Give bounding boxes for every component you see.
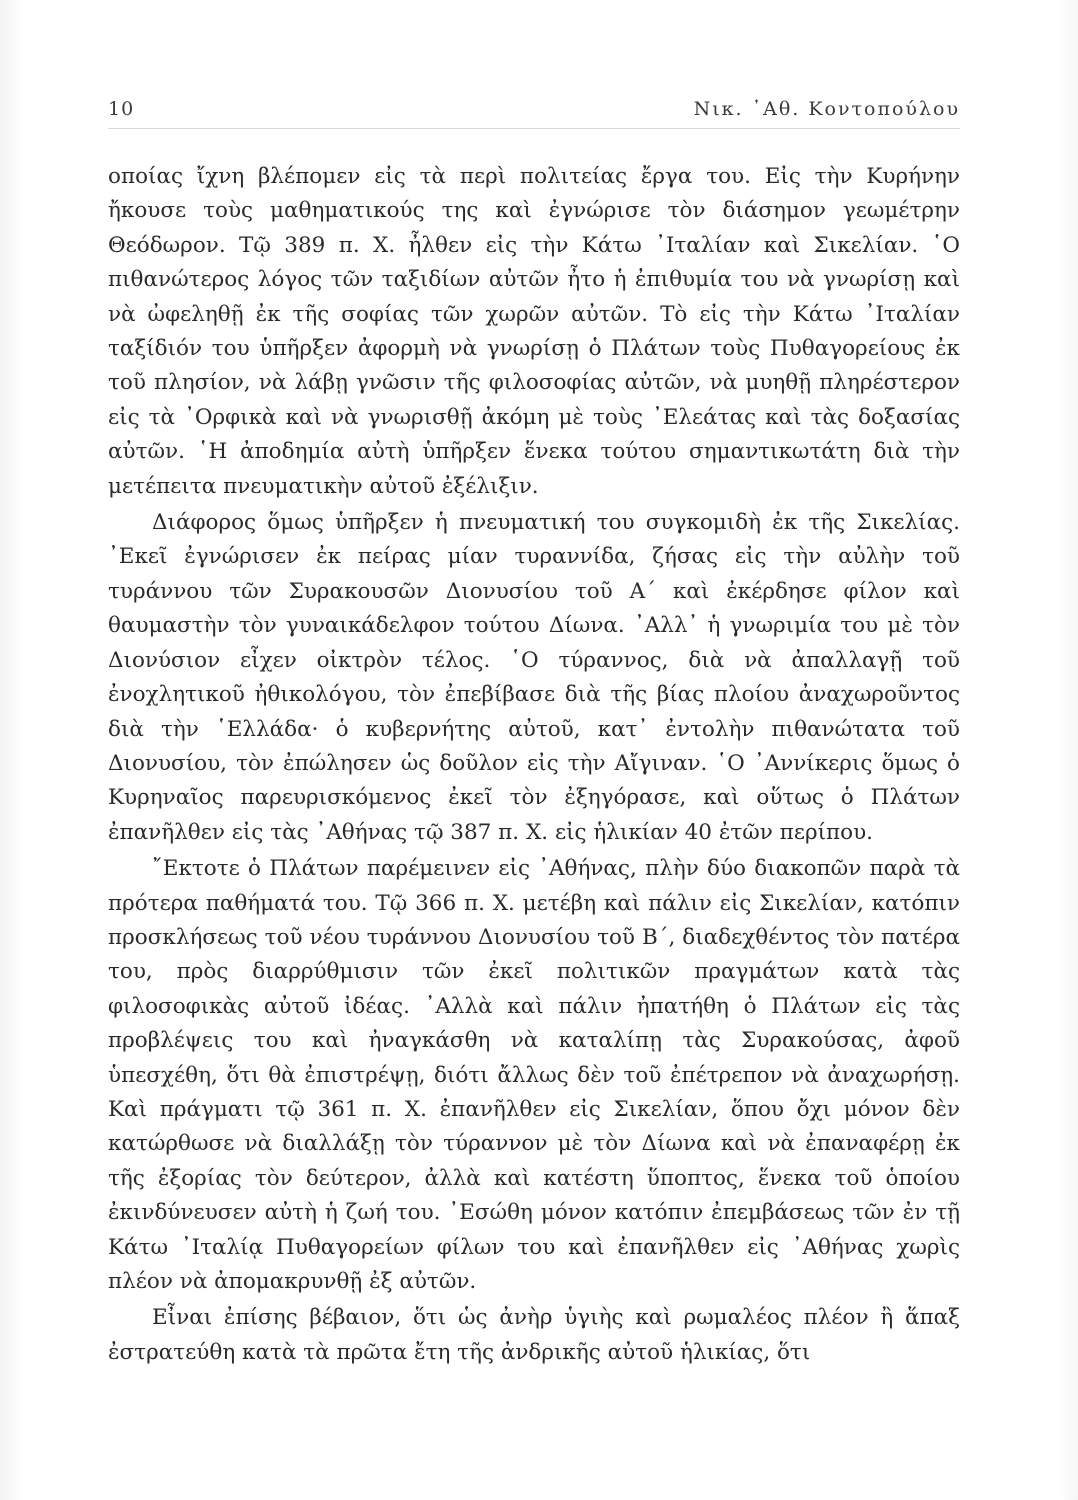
paragraph-2: Διάφορος ὅμως ὑπῆρξεν ἡ πνευματική του συγκομιδὴ ἐκ τῆς Σικελίας. ᾽Εκεῖ ἐγνώρισεν ἐκ πείρας μίαν τυραννίδα, ζήσας εἰς τὴν αὐλὴν τοῦ τυράννου τῶν Συρακουσῶν Διονυσίου τοῦ Α΄ καὶ ἐκέρδησε φίλον καὶ θαυμαστὴν τὸν γυναικάδελφον τούτου Δίωνα. ᾽Αλλ᾽ ἡ γνωριμία του μὲ τὸν Διονύσιον εἶχεν οἰκτρὸν τέλος. ῾Ο τύραννος, διὰ νὰ ἀπαλλαγῇ τοῦ ἐνοχλητικοῦ ἠθικολόγου, τὸν ἐπεβίβασε διὰ τῆς βίας πλοίου ἀναχωροῦντος διὰ τὴν ῾Ελλάδα· ὁ κυβερνήτης αὐτοῦ, κατ᾽ ἐντολὴν πιθανώτατα τοῦ Διονυσίου, τὸν ἐπώλησεν ὡς δοῦλον εἰς τὴν Αἴγιναν. ῾Ο ᾽Αννίκερις ὅμως ὁ Κυρηναῖος παρευρισκόμενος ἐκεῖ τὸν ἐξηγόρασε, καὶ οὕτως ὁ Πλάτων ἐπανῆλθεν εἰς τὰς ᾽Αθήνας τῷ 387 π. Χ. εἰς ἡλικίαν 40 ἐτῶν περίπου. <box>108 510 960 845</box>
body-text <box>108 160 960 1370</box>
running-head: Νικ. ᾽Αθ. Κοντοπούλου <box>693 98 960 120</box>
paragraph-1: οποίας ἴχνη βλέπομεν εἰς τὰ περὶ πολιτείας ἔργα του. Εἰς τὴν Κυρήνην ἤκουσε τοὺς μαθηματικούς της καὶ ἐγνώρισε τὸν διάσημον γεωμέτρην Θεόδωρον. Τῷ 389 π. Χ. ἦλθεν εἰς τὴν Κάτω ᾽Ιταλίαν καὶ Σικελίαν. ῾Ο πιθανώτερος λόγος τῶν ταξιδίων αὐτῶν ἦτο ἡ ἐπιθυμία του νὰ γνωρίσῃ καὶ νὰ ὠφεληθῇ ἐκ τῆς σοφίας τῶν χωρῶν αὐτῶν. Τὸ εἰς τὴν Κάτω ᾽Ιταλίαν ταξίδιόν του ὑπῆρξεν ἀφορμὴ νὰ γνωρίσῃ ὁ Πλάτων τοὺς Πυθαγορείους ἐκ τοῦ πλησίον, νὰ λάβῃ γνῶσιν τῆς φιλοσοφίας αὐτῶν, νὰ μυηθῇ πληρέστερον εἰς τὰ ᾽Ορφικὰ καὶ νὰ γνωρισθῇ ἀκόμη μὲ τοὺς ᾽Ελεάτας καὶ τὰς δοξασίας αὐτῶν. ῾Η ἀποδημία αὐτὴ ὑπῆρξεν ἕνεκα τούτου σημαντικωτάτη διὰ τὴν μετέπειτα πνευματικὴν αὐτοῦ ἐξέλιξιν. <box>108 164 960 499</box>
page-header <box>108 98 960 126</box>
page-number: 10 <box>108 98 135 120</box>
paragraph-3: ῎Εκτοτε ὁ Πλάτων παρέμεινεν εἰς ᾽Αθήνας, πλὴν δύο διακοπῶν παρὰ τὰ πρότερα παθήματά του. Τῷ 366 π. Χ. μετέβη καὶ πάλιν εἰς Σικελίαν, κατόπιν προσκλήσεως τοῦ νέου τυράννου Διονυσίου τοῦ Β΄, διαδεχθέντος τὸν πατέρα του, πρὸς διαρρύθμισιν τῶν ἐκεῖ πολιτικῶν πραγμάτων κατὰ τὰς φιλοσοφικὰς αὐτοῦ ἰδέας. ᾽Αλλὰ καὶ πάλιν ἠπατήθη ὁ Πλάτων εἰς τὰς προβλέψεις του καὶ ἠναγκάσθη νὰ καταλίπῃ τὰς Συρακούσας, ἀφοῦ ὑπεσχέθη, ὅτι θὰ ἐπιστρέψῃ, διότι ἄλλως δὲν τοῦ ἐπέτρεπον νὰ ἀναχωρήσῃ. Καὶ πράγματι τῷ 361 π. Χ. ἐπανῆλθεν εἰς Σικελίαν, ὅπου ὄχι μόνον δὲν κατώρθωσε νὰ διαλλάξῃ τὸν τύραννον μὲ τὸν Δίωνα καὶ νὰ ἐπαναφέρῃ ἐκ τῆς ἐξορίας τὸν δεύτερον, ἀλλὰ καὶ κατέστη ὕποπτος, ἕνεκα τοῦ ὁποίου ἐκινδύνευσεν αὐτὴ ἡ ζωή του. ᾽Εσώθη μόνον κατόπιν ἐπεμβάσεως τῶν ἐν τῇ Κάτω ᾽Ιταλίᾳ Πυθαγορείων φίλων του καὶ ἐπανῆλθεν εἰς ᾽Αθήνας χωρὶς πλέον νὰ ἀπομακρυνθῇ ἐξ αὐτῶν. <box>108 856 960 1294</box>
paragraph-4: Εἶναι ἐπίσης βέβαιον, ὅτι ὡς ἀνὴρ ὑγιὴς καὶ ρωμαλέος πλέον ἢ ἅπαξ ἐστρατεύθη κατὰ τὰ πρῶτα ἔτη τῆς ἀνδρικῆς αὐτοῦ ἡλικίας, ὅτι <box>108 1305 960 1365</box>
header-rule <box>108 128 960 129</box>
